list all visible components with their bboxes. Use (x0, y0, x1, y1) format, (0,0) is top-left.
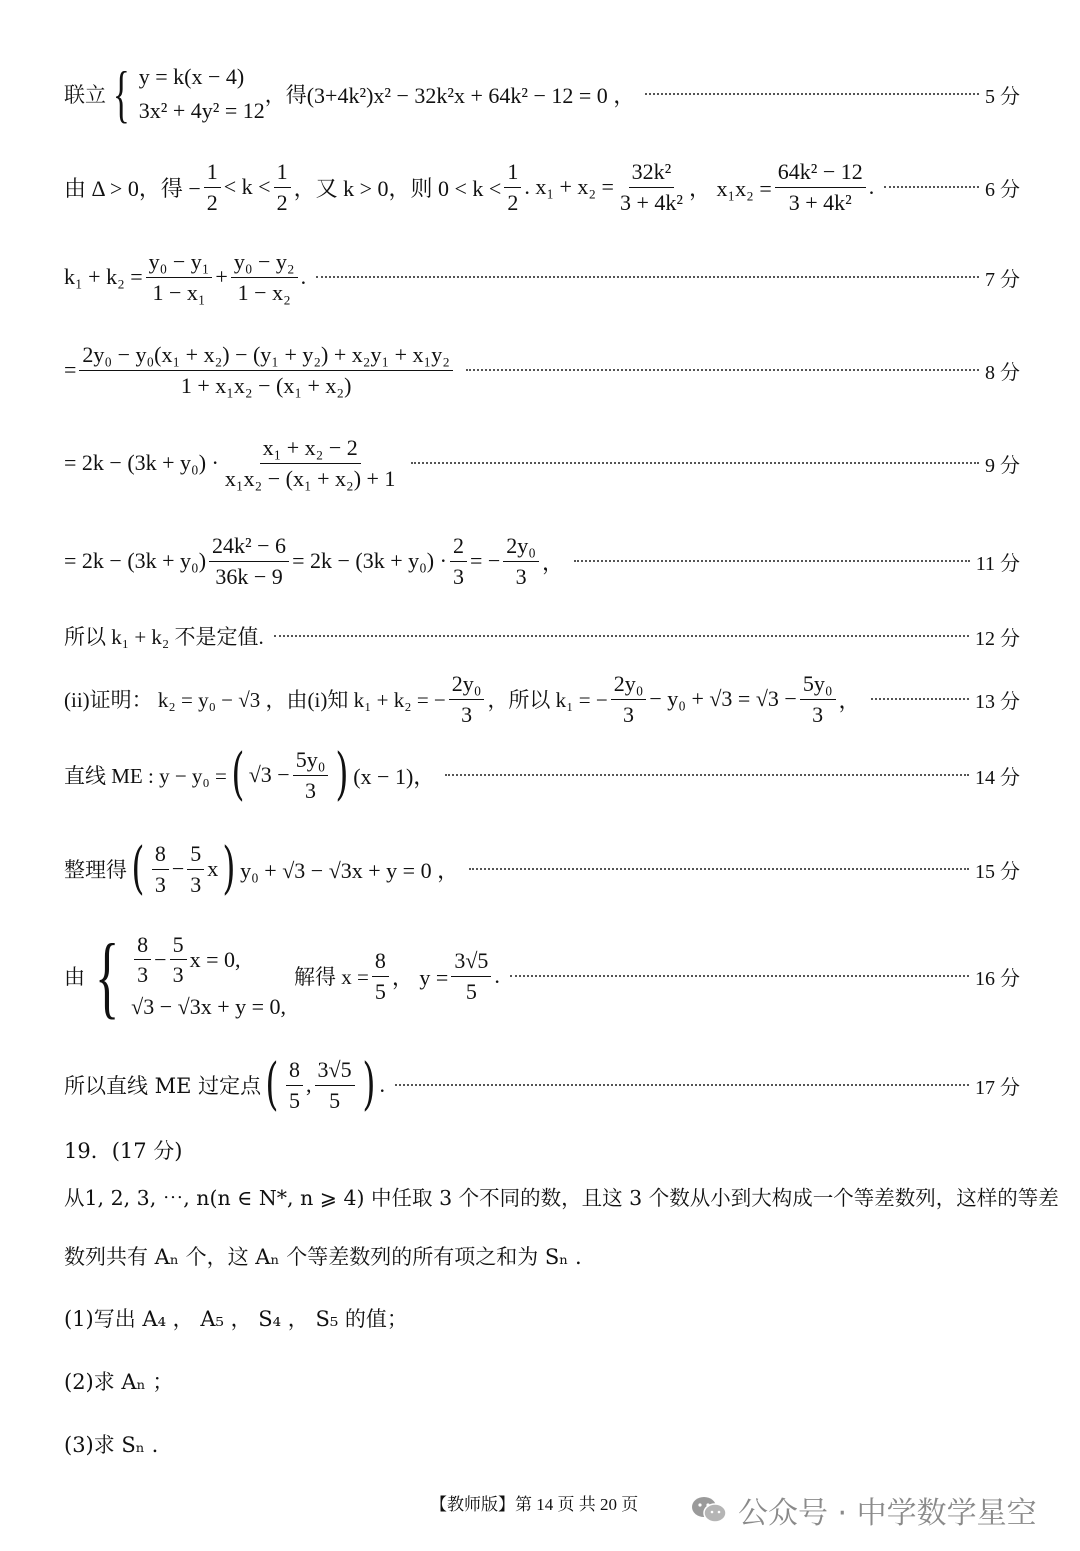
line-15 (64, 834, 1020, 904)
fraction: $\frac{\text{32k²}}{\text{3 + 4k²}}$ (619, 159, 683, 215)
fraction: $\frac{8}{5}$ (372, 948, 389, 1004)
fraction: $\frac{1}{2}$ (274, 159, 291, 215)
equation: (3+4k²)x² − 32k²x + 64k² − 12 = 0 ， (306, 82, 636, 108)
equation: y = k(x − 4) (138, 63, 245, 89)
question-19-paragraph-cont (64, 1236, 1020, 1276)
text: + (215, 264, 228, 289)
watermark (690, 1488, 1037, 1532)
leader-dots (274, 635, 969, 637)
equation: √3 − √3x + y = 0, (131, 993, 287, 1019)
text: 整理得 (64, 858, 127, 882)
text: − (171, 856, 185, 881)
text: = − (469, 548, 501, 573)
text: 联立 (64, 83, 106, 107)
score: 7 分 (985, 268, 1020, 291)
equation-system: { y = k(x − 4) 3x² + 4y² = 12 (112, 58, 265, 129)
paren: ) (335, 742, 349, 807)
equation-system: { $\frac{8}{3}$ − $\frac{5}{3}$ x = 0, √3 − √3x + y = 0, (94, 925, 287, 1027)
score: 5 分 (985, 85, 1020, 108)
fraction: $\frac{\text{5y₀}}{3}$ (800, 671, 836, 727)
line-8 (64, 335, 1020, 405)
question-19-part-1 (64, 1298, 1020, 1338)
text: x (207, 856, 219, 881)
watermark-text: 公众号 · 中学数学星空 (738, 1496, 1037, 1531)
text: (2)求 Aₙ ； (64, 1370, 174, 1394)
wechat-icon (690, 1495, 728, 1525)
text: (ii)证明： k₂ = y₀ − √3 ，由(i)知 k₁ + k₂ = − (64, 688, 446, 712)
fraction: $\frac{\text{5y₀}}{3}$ (293, 747, 329, 803)
line-7 (64, 242, 1020, 312)
text: 解得 x = (294, 965, 369, 989)
text: (x − 1)， (353, 763, 436, 789)
text: = 2k − (3k + y₀) · (292, 548, 447, 573)
leader-dots (871, 698, 969, 700)
text: ， y = (391, 964, 449, 990)
text: ，得 (264, 83, 307, 107)
fraction: $\frac{\text{64k² − 12}}{\text{3 + 4k²}}$ (775, 159, 866, 215)
line-11 (64, 526, 1020, 596)
line-13 (64, 664, 1020, 734)
fraction: $\frac{8}{3}$ (152, 841, 169, 897)
paren: ( (265, 1052, 279, 1117)
leader-dots (316, 276, 979, 278)
score: 17 分 (975, 1076, 1020, 1099)
text: . (868, 174, 875, 199)
fraction: $\frac{3√5}{5}$ (451, 948, 491, 1004)
line-9 (64, 428, 1020, 498)
text: (3)求 Sₙ . (64, 1433, 159, 1457)
paren: ( (131, 836, 145, 901)
paren: ) (361, 1052, 376, 1117)
text: √3 − (248, 762, 290, 787)
line-14 (64, 740, 1020, 810)
fraction: $\frac{1}{2}$ (504, 159, 521, 215)
text: = 2k − (3k + y₀) · (64, 450, 219, 475)
score: 11 分 (975, 552, 1020, 575)
line-6 (64, 152, 1020, 222)
question-19-part-3 (64, 1424, 1020, 1464)
score: 14 分 (975, 766, 1020, 789)
page-number: 【教师版】第 14 页 共 20 页 (430, 1495, 639, 1514)
text: . (379, 1072, 385, 1097)
score: 12 分 (975, 627, 1020, 650)
page-footer (0, 1486, 1080, 1531)
question-19-part-2 (64, 1361, 1020, 1401)
score: 15 分 (975, 860, 1020, 883)
line-12 (64, 618, 1020, 654)
text: = (64, 357, 77, 382)
leader-dots (411, 462, 979, 464)
text: < k < (223, 174, 271, 199)
line-16 (64, 926, 1020, 1026)
text: 所以直线 ME 过定点 (64, 1074, 262, 1098)
text: ，又 k > 0，则 0 < k < (293, 175, 502, 201)
leader-dots (469, 868, 969, 870)
text: ， (838, 687, 861, 713)
text: 所以 k₁ + k₂ 不是定值. (64, 625, 264, 649)
fraction: $\frac{\text{2y₀}}{3}$ (611, 671, 647, 727)
text: 从1, 2, 3, ⋯, n(n ∈ N*, n ⩾ 4) 中任取 3 个不同的数，且这 3 个数从小到大构成一个等差数列，这样的等差 (64, 1186, 1059, 1210)
text: 19．(17 分) (64, 1139, 183, 1163)
text: . x₁ + x₂ = (524, 174, 614, 199)
leader-dots (645, 93, 979, 95)
leader-dots (466, 369, 979, 371)
text: ，所以 k₁ = − (487, 688, 608, 712)
leader-dots (884, 186, 979, 188)
fraction: $\frac{5}{3}$ (187, 841, 204, 897)
text: (1)写出 A₄ ， A₅ ， S₄ ， S₅ 的值； (64, 1307, 408, 1331)
leader-dots (510, 975, 969, 977)
text: ， (541, 549, 564, 575)
text: ， x₁x₂ = (688, 175, 772, 201)
question-19-paragraph (64, 1176, 1059, 1216)
score: 13 分 (975, 690, 1020, 713)
fraction: $\frac{2}{3}$ (450, 533, 467, 589)
paren: ) (222, 836, 236, 901)
text: . (494, 963, 500, 988)
text: − y₀ + √3 = √3 − (649, 686, 797, 711)
score: 6 分 (985, 178, 1020, 201)
leader-dots (395, 1084, 969, 1086)
score: 9 分 (985, 454, 1020, 477)
line-5 (64, 58, 1020, 130)
text: 由 (64, 965, 85, 989)
fraction: $\frac{\text{x₁ + x₂ − 2}}{\text{x₁x₂ − (x₁ + x₂) + 1}}$ (224, 435, 396, 491)
text: y₀ + √3 − √3x + y = 0 ， (240, 857, 460, 883)
leader-dots (445, 774, 969, 776)
score: 16 分 (975, 967, 1020, 990)
text: . (300, 264, 307, 289)
line-17 (64, 1050, 1020, 1120)
equation: $\frac{8}{3}$ − $\frac{5}{3}$ x = 0, (131, 932, 286, 988)
fraction: $\frac{\text{2y₀}}{3}$ (449, 671, 485, 727)
text: = 2k − (3k + y₀) (64, 548, 207, 573)
text: 直线 ME : y − y₀ = (64, 764, 227, 788)
fraction: $\frac{\text{24k² − 6}}{36k - 9}$ (209, 533, 289, 589)
equation: 3x² + 4y² = 12 (138, 98, 265, 123)
fraction: $\frac{\text{2y₀}}{3}$ (503, 533, 539, 589)
text: 由 Δ > 0，得 − (64, 175, 201, 201)
fraction: $\frac{8}{5}$ (286, 1057, 303, 1113)
fraction: $\frac{\text{y₀ − y₂}}{\text{1 − x₂}}$ (231, 249, 298, 305)
fraction: $\frac{1}{2}$ (204, 159, 221, 215)
text: k₁ + k₂ = (64, 264, 143, 289)
score: 8 分 (985, 361, 1020, 384)
question-19-heading (64, 1134, 1020, 1166)
paren: ( (231, 742, 245, 807)
fraction: $\frac{3√5}{5}$ (315, 1057, 355, 1113)
text: 数列共有 Aₙ 个，这 Aₙ 个等差数列的所有项之和为 Sₙ . (64, 1245, 582, 1269)
leader-dots (574, 560, 970, 562)
fraction: $\frac{\text{2y₀ − y₀(x₁ + x₂) − (y₁ + y₂) + x₂y₁ + x₁y₂}}{\text{1 + x₁x₂ − (x₁ + x₂)}}$ (79, 342, 452, 398)
text: , (306, 1072, 312, 1097)
fraction: $\frac{\text{y₀ − y₁}}{\text{1 − x₁}}$ (146, 249, 213, 305)
